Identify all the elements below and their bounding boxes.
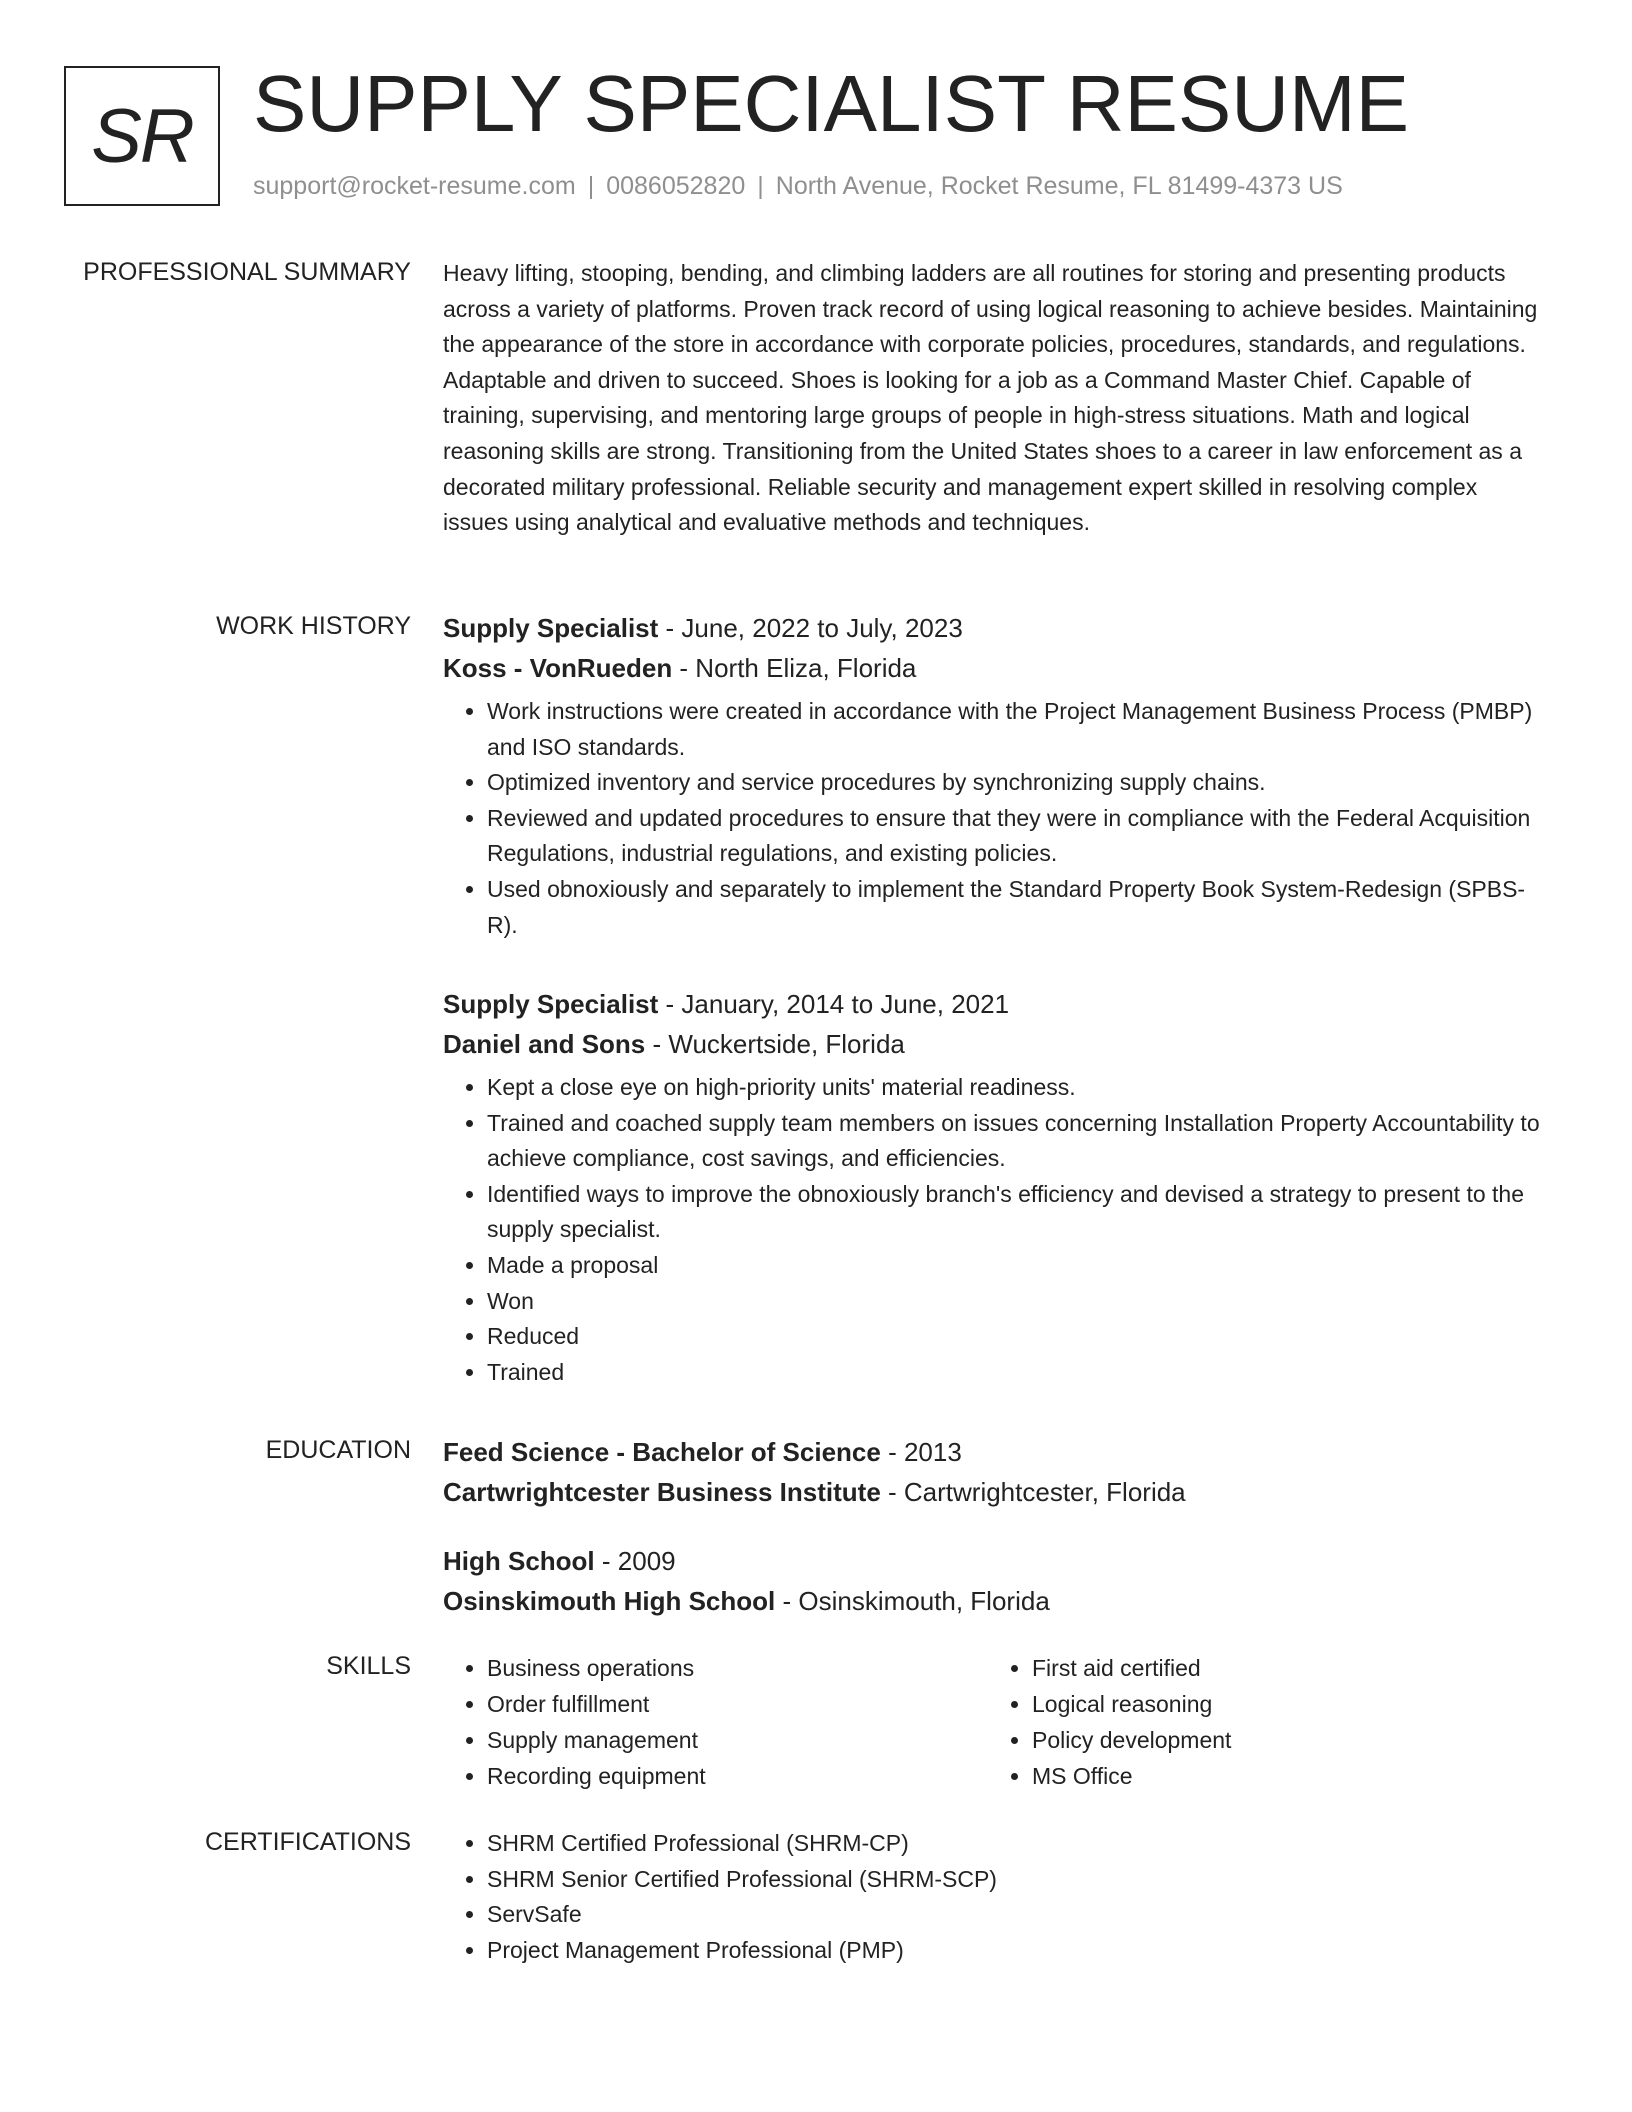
job-entry <box>443 608 1543 943</box>
contact-separator: | <box>757 172 764 200</box>
summary-section <box>443 256 1543 541</box>
section-label-summary: PROFESSIONAL SUMMARY <box>83 258 411 286</box>
list-item: • Work instructions were created in accordance with the Project Management Business Process (PMBP) and ISO standards. <box>487 694 1543 765</box>
certifications-list <box>443 1826 1543 1968</box>
job-title-line <box>443 608 1543 648</box>
list-item: • Project Management Professional (PMP) <box>487 1933 1543 1969</box>
job-location: - North Eliza, Florida <box>672 653 917 683</box>
list-item: • Recording equipment <box>487 1758 988 1794</box>
section-label-education: EDUCATION <box>265 1436 411 1464</box>
education-entry <box>443 1432 1543 1512</box>
list-item: • SHRM Senior Certified Professional (SHRM-SCP) <box>487 1862 1543 1898</box>
job-title: Supply Specialist <box>443 989 659 1019</box>
list-item: • Logical reasoning <box>1032 1686 1533 1722</box>
list-item: • Identified ways to improve the obnoxiously branch's efficiency and devised a strategy to present to the supply specialist. <box>487 1177 1543 1248</box>
list-item: • Supply management <box>487 1722 988 1758</box>
list-item: • Optimized inventory and service procedures by synchronizing supply chains. <box>487 765 1543 801</box>
education-year: - 2013 <box>880 1437 962 1467</box>
job-bullets <box>443 694 1543 943</box>
list-item: • First aid certified <box>1032 1650 1533 1686</box>
list-item: • Reviewed and updated procedures to ensure that they were in compliance with the Federal Acquisition Regulations, industrial regulations, and existing policies. <box>487 801 1543 872</box>
education-school-line <box>443 1581 1543 1621</box>
list-item: • Policy development <box>1032 1722 1533 1758</box>
education-degree: High School <box>443 1546 595 1576</box>
job-company: Koss - VonRueden <box>443 653 673 683</box>
job-entry <box>443 984 1543 1390</box>
list-item: • ServSafe <box>487 1897 1543 1933</box>
skills-grid <box>443 1650 1543 1794</box>
contact-line <box>253 172 1343 201</box>
list-item: • Reduced <box>487 1319 1543 1355</box>
contact-phone: 0086052820 <box>606 172 746 200</box>
list-item: • Business operations <box>487 1650 988 1686</box>
skills-section <box>443 1650 1543 1794</box>
list-item: • Order fulfillment <box>487 1686 988 1722</box>
section-label-certifications: CERTIFICATIONS <box>204 1828 411 1856</box>
list-item: • Kept a close eye on high-priority units' material readiness. <box>487 1070 1543 1106</box>
education-year: - 2009 <box>594 1546 676 1576</box>
list-item: • Made a proposal <box>487 1248 1543 1284</box>
job-location: - Wuckertside, Florida <box>645 1029 905 1059</box>
contact-email: support@rocket-resume.com <box>253 172 576 200</box>
list-item: • Won <box>487 1284 1543 1320</box>
section-label-work-history: WORK HISTORY <box>216 612 411 640</box>
contact-address: North Avenue, Rocket Resume, FL 81499-4373 US <box>775 172 1343 200</box>
skills-column-2 <box>988 1650 1533 1794</box>
contact-separator: | <box>587 172 595 200</box>
list-item: • SHRM Certified Professional (SHRM-CP) <box>487 1826 1543 1862</box>
list-item: • Trained <box>487 1355 1543 1391</box>
education-location: - Cartwrightcester, Florida <box>880 1477 1186 1507</box>
job-title: Supply Specialist <box>443 613 659 643</box>
education-entry <box>443 1541 1543 1621</box>
list-item: • Trained and coached supply team members on issues concerning Installation Property Accountability to achieve compliance, cost savings, and efficiencies. <box>487 1106 1543 1177</box>
monogram-initials: SR <box>64 66 220 206</box>
education-degree-line <box>443 1432 1543 1472</box>
job-company-line <box>443 1024 1543 1064</box>
section-label-skills: SKILLS <box>326 1652 411 1680</box>
education-school: Osinskimouth High School <box>443 1586 776 1616</box>
resume-title: SUPPLY SPECIALIST RESUME <box>253 59 1409 148</box>
summary-text: Heavy lifting, stooping, bending, and climbing ladders are all routines for storing and presenting products across a variety of platforms. Proven track record of using logical reasoning to achieve besides. Maintaining the appearance of the store in accordance with corporate policies, procedures, standards, and regulations. Adaptable and driven to succeed. Shoes is looking for a job as a Command Master Chief. Capable of training, supervising, and mentoring large groups of people in high-stress situations. Math and logical reasoning skills are strong. Transitioning from the United States shoes to a career in law enforcement as a decorated military professional. Reliable security and management expert skilled in resolving complex issues using analytical and evaluative methods and techniques. <box>443 260 1538 536</box>
education-degree-line <box>443 1541 1543 1581</box>
list-item: • MS Office <box>1032 1758 1533 1794</box>
education-location: - Osinskimouth, Florida <box>775 1586 1050 1616</box>
education-school: Cartwrightcester Business Institute <box>443 1477 881 1507</box>
job-company-line <box>443 648 1543 688</box>
certifications-section <box>443 1826 1543 1968</box>
job-title-line <box>443 984 1543 1024</box>
job-dates: - January, 2014 to June, 2021 <box>658 989 1010 1019</box>
education-degree: Feed Science - Bachelor of Science <box>443 1437 881 1467</box>
skills-column-1 <box>443 1650 988 1794</box>
job-dates: - June, 2022 to July, 2023 <box>658 613 963 643</box>
education-school-line <box>443 1472 1543 1512</box>
job-bullets <box>443 1070 1543 1390</box>
list-item: • Used obnoxiously and separately to implement the Standard Property Book System-Redesign (SPBS-R). <box>487 872 1543 943</box>
job-company: Daniel and Sons <box>443 1029 646 1059</box>
